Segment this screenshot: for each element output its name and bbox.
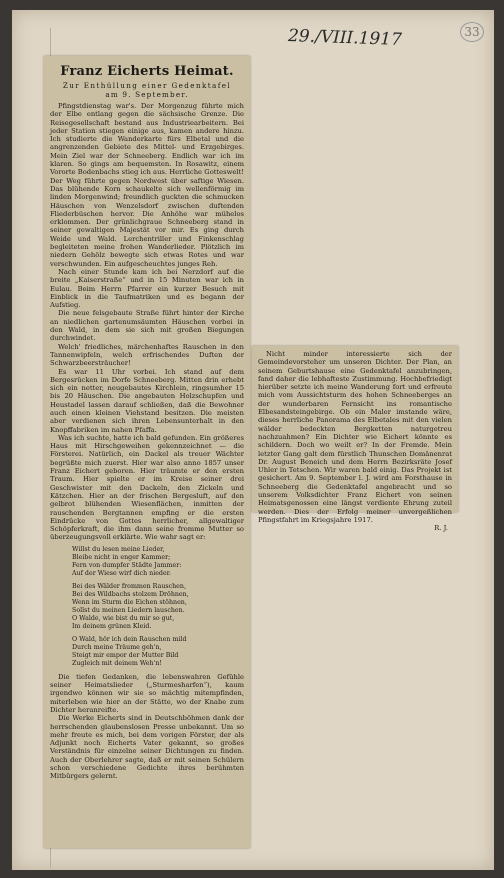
page-number-stamp: 33 [460,22,484,42]
article-body-before-poem [50,102,244,542]
paragraph: Die neue felsgebaute Straße führt hinter der Kirche an niedlichen gartenumsäumten Häuschen vorbei in den Wald, in dem sie sich mit großen Biegungen durchwindet. [50,309,244,343]
paragraph: Nach einer Stunde kam ich bei Nerzdorf auf die breite „Kaiserstraße“ und in 15 Minuten war ich in Eulau. Beim Herrn Pfarrer ein kurzer Besuch mit Einblick in die Taufmatriken und es begann der Aufstieg. [50,267,244,310]
poem-line: Sollst du meinen Liedern lauschen. [72,606,185,614]
paragraph: Welch' friedliches, märchenhaftes Rauschen in den Tannenwipfeln, welch erfrischendes Duften der Schwarzbeersträucher! [50,342,244,368]
poem-line: Auf der Wiese wirf dich nieder. [72,569,172,577]
continuation-body [258,350,452,524]
poem-line: Bleibe nicht in enger Kammer; [72,553,171,561]
paragraph: Was ich suchte, hatte ich bald gefunden. Ein größeres Haus mit Hirschgeweihen gekennzeichnet — die Försterei. Natürlich, ein Dackel als treuer Wächter begrüßte mich zuerst. Hier war also anno 1857 unser Franz Eichert geboren. Hier träumte er den ersten Traum. Hier spielte er im Kreise seiner drei Geschwister mit den Dackeln, den Zickeln und Kätzchen. Hier an der frischen Bergesluft, auf den gelbrot blühenden Wiesenflächen, inmitten der rauschenden Bergtannen empfing er die ersten Eindrücke von Gottes herrlicher, allgewaltiger Schöpferkraft, die ihm dann seine fromme Mutter so überzeugungsvoll erklärte. Wie wahr sagt er: [50,433,244,542]
poem-line: Bei des Wildbachs stolzem Dröhnen, [72,590,189,598]
article-title: Franz Eicherts Heimat. [60,64,234,79]
poem-line: O Wald, hör ich dein Rauschen mild [72,635,187,643]
poem [72,546,244,668]
paragraph: Nicht minder interessierte sich der Gemeindevorsteher um unseren Dichter. Der Plan, an seinem Geburtshause eine Gedenktafel anzubringen, fand daher die lebhafteste Zustimmung. Hochbefriedigt hierüber setzte ich meine Wanderung fort und erfreute mich vom Aussichtsturm des hohen Schneeberges an der wunderbaren Fernsicht ins romantische Elbesandsteingebirge. Ob ein Maler imstande wäre, dieses herrliche Panorama des Elbetales mit den vielen wälder bedeckten Bergketten naturgetreu nachzuahmen? Ein Dichter wie Eichert könnte es schildern. Doch wo weilt er? In der Fremde. Mein letzter Gang galt dem fürstlich Thunschen Domänenrat Dr. August Beneich und dem Herrn Bezirksräte Josef Uhler in Tetschen. Wir waren bald einig. Das Projekt ist gesichert. Am 9. September l. J. wird am Forsthause in Schneeberg die Gedenktafel angebracht und so unserem Volksdichter Franz Eichert von seinen Heimatsgenossen eine längst verdiente Ehrung zuteil werden. Dies der Erfolg meiner unvergeßlichen Pfingstfahrt im Kriegsjahre 1917. [258,350,452,524]
poem-line: Fern von dumpfer Städte Jammer: [72,561,182,569]
paragraph: Die Werke Eicherts sind in Deutschböhmen dank der herrschenden glaubenslosen Presse unbekannt. Um so mehr freute es mich, bei dem vorigen Förster, der als Adjunkt noch Eicherts Vater gekannt, so großes Verständnis für einzelne seiner Dichtungen zu finden. Auch der Oberlehrer sagte, daß er mit seinen Schülern schon verschiedene Gedichte ihres berühmten Mitbürgers gelernt. [50,714,244,781]
signature: R. J. [434,524,448,533]
poem-line: Wenn im Sturm die Eichen stöhnen, [72,598,187,606]
article-date: am 9. September. [105,90,189,99]
article-body-after-poem [50,673,244,781]
paragraph: Es war 11 Uhr vorbei. Ich stand auf dem Bergesrücken im Dorfe Schneeberg. Mitten drin erhebt sich ein netter, neugebautes Kirchlein, ringsumher 15 bis 20 Häuschen. Die angebauten Holzschupfen und Heustadel lassen darauf schließen, daß die Bewohner auch einen kleinen Viehstand besitzen. Die meisten aber verdienen sich ihren Lebensunterhalt in den Knopffabriken im nahen Pfaffa. [50,367,244,434]
poem-line: O Walde, wie bist du mir so gut, [72,614,175,622]
poem-line: Zugleich mit deinem Weh'n! [72,659,162,667]
poem-line: Durch meine Träume geh'n, [72,643,162,651]
poem-line: Steigt mir empor der Mutter Bild [72,651,179,659]
article-subtitle: Zur Enthüllung einer Gedenktafel [62,81,232,90]
paragraph: Pfingstdienstag war's. Der Morgenzug führte mich der Elbe entlang gegen die sächsische Grenze. Die Reisegesellschaft bestand aus Industriearbeitern. Bei jeder Station stiegen einige aus, kamen andere hinzu. Ich studierte die Wanderkarte fürs Elbetal und die angrenzenden Gebiete des Mittel- und Erzgebirges. Mein Ziel war der Schneeberg. Endlich war ich im klaren. So gings am bequemsten. In Rosawitz, einem Vororte Bodenbachs stieg ich aus. Herrliche Gotteswelt! Der Weg führte gegen Nordwest über saftige Wiesen. Das blühende Korn schaukelte sich wellenförmig im linden Morgenwind; freundlich guckten die schmucken Häuschen von Wenzelsdorf zwischen duftenden Fliederbüschen hervor. Die Anhöhe war mühelos erklommen. Der grünlichgraue Schneeberg stand in seiner gewaltigen Majestät vor mir. Es ging durch Weide und Wald. Lerchentriller und Finkenschlag begleiteten meine frohen Wanderlieder. Plötzlich im niedern Gehölz bewegte sich etwas Rotes und war verschwunden. Ein aufgescheuchtes junges Reh. [50,102,244,268]
poem-stanza [72,546,244,578]
poem-line: Willst du lesen meine Lieder, [72,545,165,553]
paragraph: Die tiefen Gedanken, die lebenswahren Gefühle seiner Heimatslieder („Sturmesharfen“), kaum irgendwo können wir sie so mächtig mitempfinden, miterleben wie hier an der Stätte, wo der Knabe zum Dichter heranreifte. [50,672,244,714]
poem-line: Bei des Wälder frommen Rauschen, [72,582,186,590]
poem-stanza [72,636,244,668]
handwritten-date: 29./VIII.1917 [287,26,403,50]
poem-line: Im deinem grünen Kleid. [72,622,152,630]
newspaper-clipping-continuation [252,346,458,533]
poem-stanza [72,583,244,631]
newspaper-clipping-main [44,56,250,848]
